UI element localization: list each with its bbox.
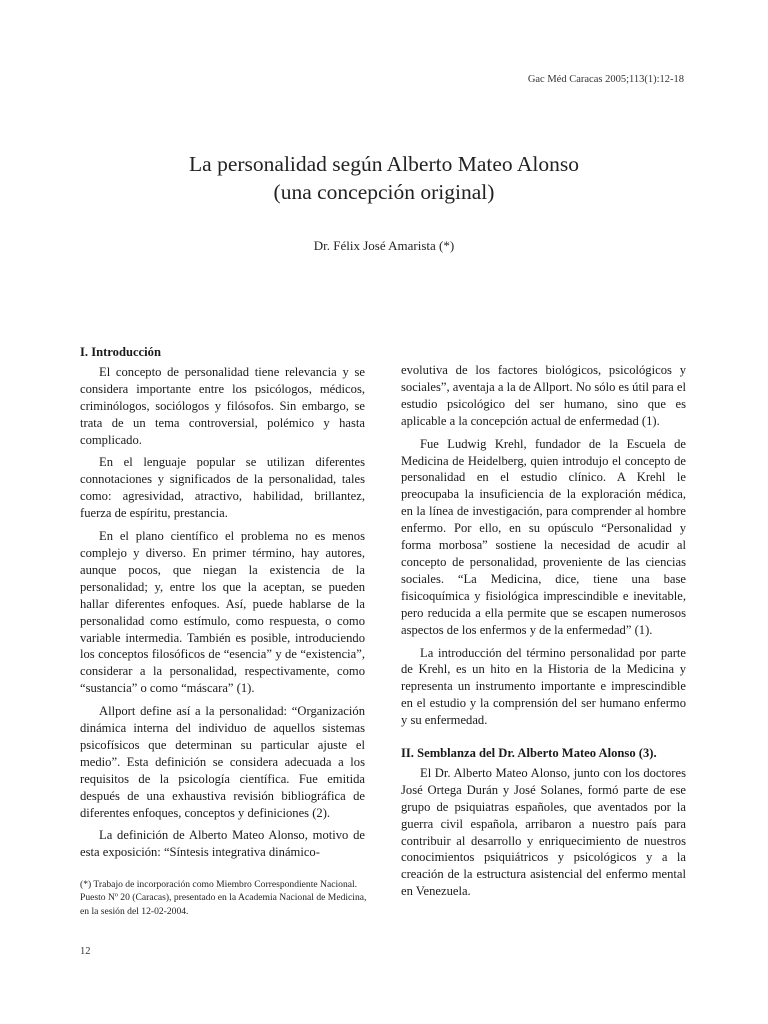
right-column xyxy=(401,362,686,906)
paragraph: La introducción del término personalidad por parte de Krehl, es un hito en la Historia de la Medicina y representa un instrumento importante e imprescindible en el estudio y la comprensión del ser humano enfermo y su enfermedad. xyxy=(401,645,686,728)
journal-reference: Gac Méd Caracas 2005;113(1):12-18 xyxy=(527,74,684,85)
page-number: 12 xyxy=(80,946,91,957)
paragraph: El Dr. Alberto Mateo Alonso, junto con los doctores José Ortega Durán y José Solanes, formó parte de ese grupo de psiquiatras españoles, que aventados por la guerra civil española, arribaron a nuestro país para contribuir al desarrollo y enriquecimiento de nuestros conocimientos psiquiátricos y psicológicos y a la creación de la estructura asistencial del enfermo mental en Venezuela. xyxy=(401,765,686,899)
section-heading-semblanza: II. Semblanza del Dr. Alberto Mateo Alonso (3). xyxy=(401,746,657,761)
footnote: (*) Trabajo de incorporación como Miembro Correspondiente Nacional. Puesto Nº 20 (Caracas), presentado en la Academia Nacional de Medicina, en la sesión del 12-02-2004. xyxy=(80,879,367,917)
section-heading-introduccion: I. Introducción xyxy=(80,345,161,359)
paragraph: Allport define así a la personalidad: “Organización dinámica interna del individuo de aquellos sistemas psicofísicos que determinan su particular ajuste el medio”. Esta definición se considera adecuada a los requisitos de la psicología científica. Fue emitida después de una exhaustiva revisión bibliográfica de diferentes enfoques, conceptos y definiciones (2). xyxy=(80,704,365,820)
left-column xyxy=(80,344,365,867)
article-title-line-2: (una concepción original) xyxy=(273,180,495,204)
article-author: Dr. Félix José Amarista (*) xyxy=(313,238,455,253)
article-title xyxy=(0,150,768,206)
paragraph: En el plano científico el problema no es menos complejo y diverso. En primer término, hay autores, aunque pocos, que niegan la existencia de la personalidad; y, entre los que la aceptan, se pueden hallar diferentes enfoques. Así, puede hablarse de la personalidad como estímulo, como respuesta, o como variable intermedia. También es posible, introduciendo los conceptos filosóficos de “esencia” y de “existencia”, considerar a la personalidad, respectivamente, como “sustancia” o como “máscara” (1). xyxy=(80,529,365,696)
paragraph: Fue Ludwig Krehl, fundador de la Escuela de Medicina de Heidelberg, quien introdujo el concepto de personalidad en el estudio clínico. A Krehl le preocupaba la insuficiencia de la exploración médica, en la línea de investigación, para comprender al hombre enfermo. Por ello, en su opúsculo “Personalidad y forma morbosa” sostiene la necesidad de acudir al concepto de personalidad, proveniente de las ciencias sociales. “La Medicina, dice, tiene una base fisicoquímica y fisiológica imprescindible e inevitable, pero reducida a ella permite que se escapen numerosos aspectos de los enfermos y de la enfermedad” (1). xyxy=(401,436,686,637)
paragraph: La definición de Alberto Mateo Alonso, motivo de esta exposición: “Síntesis integrativa dinámico- xyxy=(80,828,365,860)
paragraph: evolutiva de los factores biológicos, psicológicos y sociales”, aventaja a la de Allport. No sólo es útil para el estudio psicológico del ser humano, sino que es aplicable a la concepción actual de enfermedad (1). xyxy=(401,363,687,428)
paragraph: El concepto de personalidad tiene relevancia y se considera importante entre los psicólogos, médicos, criminólogos, sociólogos y filósofos. Sin embargo, se trata de un tema controversial, polémico y hasta complicado. xyxy=(80,364,365,447)
article-title-line-1: La personalidad según Alberto Mateo Alonso xyxy=(189,152,579,176)
paragraph: En el lenguaje popular se utilizan diferentes connotaciones y significados de la personalidad, tales como: agresividad, atractivo, habilidad, brillantez, fuerza de espíritu, prestancia. xyxy=(80,455,365,521)
